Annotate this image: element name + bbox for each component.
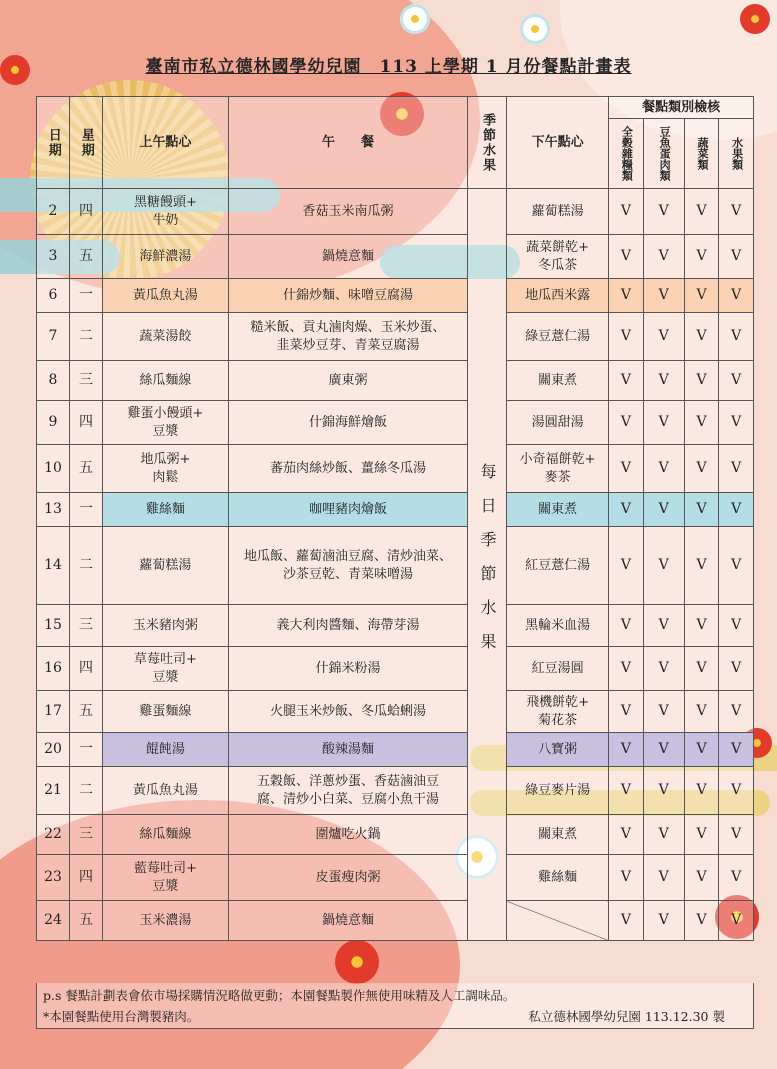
footer-note-1: p.s 餐點計劃表會依市場採購情況略做更動；本園餐點製作無使用味精及人工調味品。	[43, 988, 516, 1003]
lunch-cell: 鍋燒意麵	[228, 901, 467, 941]
morning-snack-cell: 雞蛋麵線	[103, 691, 229, 733]
lunch-cell: 蕃茄肉絲炒飯、薑絲冬瓜湯	[228, 445, 467, 493]
check-mark: V	[643, 647, 684, 691]
weekday-cell: 五	[70, 691, 103, 733]
date-cell: 21	[37, 767, 70, 815]
check-mark: V	[609, 605, 644, 647]
weekday-cell: 四	[70, 647, 103, 691]
morning-snack-cell: 地瓜粥+ 肉鬆	[103, 445, 229, 493]
date-cell: 22	[37, 815, 70, 855]
morning-snack-cell: 雞絲麵	[103, 493, 229, 527]
weekday-cell: 三	[70, 361, 103, 401]
lunch-cell: 什錦海鮮燴飯	[228, 401, 467, 445]
table-row	[37, 445, 754, 493]
weekday-cell: 五	[70, 445, 103, 493]
date-cell: 16	[37, 647, 70, 691]
check-mark: V	[609, 493, 644, 527]
table-row	[37, 733, 754, 767]
check-mark: V	[609, 279, 644, 313]
check-mark: V	[719, 527, 754, 605]
date-cell: 2	[37, 189, 70, 235]
date-cell: 17	[37, 691, 70, 733]
check-mark: V	[719, 733, 754, 767]
flower-icon	[520, 14, 550, 44]
lunch-cell: 五穀飯、洋蔥炒蛋、香菇滷油豆 腐、清炒小白菜、豆腐小魚干湯	[228, 767, 467, 815]
check-mark: V	[643, 313, 684, 361]
date-cell: 3	[37, 235, 70, 279]
check-mark: V	[643, 767, 684, 815]
afternoon-snack-cell: 蔬菜餅乾+ 冬瓜茶	[507, 235, 609, 279]
check-mark: V	[719, 313, 754, 361]
check-mark: V	[719, 855, 754, 901]
meal-rows	[37, 189, 754, 941]
header-morning: 上午點心	[103, 97, 229, 189]
morning-snack-cell: 蘿蔔糕湯	[103, 527, 229, 605]
weekday-cell: 四	[70, 189, 103, 235]
table-row	[37, 901, 754, 941]
check-mark: V	[609, 445, 644, 493]
check-mark: V	[684, 313, 719, 361]
lunch-cell: 酸辣湯麵	[228, 733, 467, 767]
table-row	[37, 493, 754, 527]
date-cell: 20	[37, 733, 70, 767]
check-mark: V	[609, 815, 644, 855]
check-mark: V	[643, 401, 684, 445]
check-mark: V	[643, 189, 684, 235]
check-mark: V	[609, 901, 644, 941]
check-mark: V	[643, 235, 684, 279]
check-mark: V	[643, 493, 684, 527]
afternoon-snack-cell: 黑輪米血湯	[507, 605, 609, 647]
check-mark: V	[643, 527, 684, 605]
afternoon-snack-cell: 關東煮	[507, 493, 609, 527]
lunch-cell: 鍋燒意麵	[228, 235, 467, 279]
lunch-cell: 圍爐吃火鍋	[228, 815, 467, 855]
table-row	[37, 527, 754, 605]
check-mark: V	[609, 313, 644, 361]
check-mark: V	[684, 901, 719, 941]
date-cell: 24	[37, 901, 70, 941]
afternoon-snack-cell: 關東煮	[507, 361, 609, 401]
table-row	[37, 189, 754, 235]
check-mark: V	[719, 647, 754, 691]
check-mark: V	[643, 815, 684, 855]
date-cell: 8	[37, 361, 70, 401]
table-row	[37, 647, 754, 691]
afternoon-snack-cell: 八寶粥	[507, 733, 609, 767]
header-cat-veg: 蔬菜類	[684, 119, 719, 189]
afternoon-snack-cell: 紅豆湯圓	[507, 647, 609, 691]
header-weekday: 星期	[70, 97, 103, 189]
check-mark: V	[719, 493, 754, 527]
table-row	[37, 401, 754, 445]
check-mark: V	[719, 445, 754, 493]
weekday-cell: 五	[70, 235, 103, 279]
check-mark: V	[684, 279, 719, 313]
lunch-cell: 義大利肉醬麵、海帶芽湯	[228, 605, 467, 647]
check-mark: V	[719, 361, 754, 401]
morning-snack-cell: 海鮮濃湯	[103, 235, 229, 279]
afternoon-snack-cell: 綠豆薏仁湯	[507, 313, 609, 361]
afternoon-snack-cell: 飛機餅乾+ 菊花茶	[507, 691, 609, 733]
morning-snack-cell: 藍莓吐司+ 豆漿	[103, 855, 229, 901]
afternoon-snack-cell: 綠豆麥片湯	[507, 767, 609, 815]
check-mark: V	[684, 815, 719, 855]
header-cat-protein: 豆魚蛋肉類	[643, 119, 684, 189]
morning-snack-cell: 黃瓜魚丸湯	[103, 279, 229, 313]
afternoon-snack-cell: 蘿蔔糕湯	[507, 189, 609, 235]
morning-snack-cell: 絲瓜麵線	[103, 815, 229, 855]
check-mark: V	[609, 235, 644, 279]
check-mark: V	[643, 445, 684, 493]
header-season: 季節水果	[468, 97, 507, 189]
date-cell: 10	[37, 445, 70, 493]
afternoon-snack-cell: 紅豆薏仁湯	[507, 527, 609, 605]
date-cell: 9	[37, 401, 70, 445]
afternoon-snack-cell: 地瓜西米露	[507, 279, 609, 313]
check-mark: V	[684, 647, 719, 691]
lunch-cell: 地瓜飯、蘿蔔滷油豆腐、清炒油菜、 沙茶豆乾、青菜味噌湯	[228, 527, 467, 605]
check-mark: V	[684, 401, 719, 445]
check-mark: V	[609, 527, 644, 605]
check-mark: V	[643, 691, 684, 733]
check-mark: V	[719, 815, 754, 855]
lunch-cell: 廣東粥	[228, 361, 467, 401]
header-cat-fruit: 水果類	[719, 119, 754, 189]
check-mark: V	[609, 733, 644, 767]
check-mark: V	[609, 855, 644, 901]
check-mark: V	[719, 901, 754, 941]
header-cat-grain: 全穀雜糧類	[609, 119, 644, 189]
check-mark: V	[684, 235, 719, 279]
table-row	[37, 605, 754, 647]
morning-snack-cell: 玉米濃湯	[103, 901, 229, 941]
season-fruit-cell	[468, 189, 507, 941]
header-afternoon: 下午點心	[507, 97, 609, 189]
morning-snack-cell: 黑糖饅頭+ 牛奶	[103, 189, 229, 235]
check-mark: V	[684, 361, 719, 401]
morning-snack-cell: 雞蛋小饅頭+ 豆漿	[103, 401, 229, 445]
flower-icon	[335, 940, 379, 984]
morning-snack-cell: 黃瓜魚丸湯	[103, 767, 229, 815]
weekday-cell: 四	[70, 401, 103, 445]
check-mark: V	[643, 361, 684, 401]
check-mark: V	[684, 189, 719, 235]
table-row	[37, 361, 754, 401]
check-mark: V	[609, 361, 644, 401]
check-mark: V	[643, 901, 684, 941]
table-row	[37, 279, 754, 313]
check-mark: V	[719, 189, 754, 235]
weekday-cell: 三	[70, 605, 103, 647]
check-mark: V	[684, 691, 719, 733]
morning-snack-cell: 玉米豬肉粥	[103, 605, 229, 647]
weekday-cell: 二	[70, 527, 103, 605]
check-mark: V	[684, 767, 719, 815]
table-row	[37, 855, 754, 901]
lunch-cell: 香菇玉米南瓜粥	[228, 189, 467, 235]
morning-snack-cell: 草莓吐司+ 豆漿	[103, 647, 229, 691]
morning-snack-cell: 蔬菜湯餃	[103, 313, 229, 361]
check-mark: V	[643, 605, 684, 647]
check-mark: V	[684, 445, 719, 493]
date-cell: 15	[37, 605, 70, 647]
morning-snack-cell: 餛飩湯	[103, 733, 229, 767]
date-cell: 6	[37, 279, 70, 313]
lunch-cell: 火腿玉米炒飯、冬瓜蛤蜊湯	[228, 691, 467, 733]
table-row	[37, 815, 754, 855]
weekday-cell: 一	[70, 493, 103, 527]
check-mark: V	[643, 855, 684, 901]
lunch-cell: 什錦炒麵、味噌豆腐湯	[228, 279, 467, 313]
date-cell: 13	[37, 493, 70, 527]
date-cell: 23	[37, 855, 70, 901]
check-mark: V	[719, 691, 754, 733]
afternoon-snack-cell: 湯圓甜湯	[507, 401, 609, 445]
check-mark: V	[684, 493, 719, 527]
footer-note-2: *本園餐點使用台灣製豬肉。	[43, 1009, 200, 1024]
check-mark: V	[719, 767, 754, 815]
lunch-cell: 什錦米粉湯	[228, 647, 467, 691]
lunch-cell: 皮蛋瘦肉粥	[228, 855, 467, 901]
check-mark: V	[609, 767, 644, 815]
afternoon-snack-cell: 小奇福餅乾+ 麥茶	[507, 445, 609, 493]
date-cell: 7	[37, 313, 70, 361]
check-mark: V	[684, 605, 719, 647]
lunch-cell: 糙米飯、貢丸滷肉燥、玉米炒蛋、 韭菜炒豆芽、青菜豆腐湯	[228, 313, 467, 361]
weekday-cell: 二	[70, 313, 103, 361]
check-mark: V	[609, 691, 644, 733]
check-mark: V	[684, 733, 719, 767]
table-row	[37, 313, 754, 361]
check-mark: V	[609, 401, 644, 445]
morning-snack-cell: 絲瓜麵線	[103, 361, 229, 401]
meal-plan-table	[36, 96, 754, 941]
header-date: 日期	[37, 97, 70, 189]
check-mark: V	[643, 733, 684, 767]
table-row	[37, 235, 754, 279]
table-row	[37, 691, 754, 733]
check-mark: V	[684, 855, 719, 901]
check-mark: V	[609, 189, 644, 235]
check-mark: V	[643, 279, 684, 313]
header-lunch: 午 餐	[228, 97, 467, 189]
check-mark: V	[719, 401, 754, 445]
afternoon-snack-cell: 雞絲麵	[507, 855, 609, 901]
page-title: 臺南市私立德林國學幼兒園 113 上學期 1 月份餐點計畫表	[145, 57, 632, 77]
check-mark: V	[719, 235, 754, 279]
check-mark: V	[719, 279, 754, 313]
season-fruit-text: 每日季節水果	[477, 462, 497, 667]
flower-icon	[740, 4, 770, 34]
weekday-cell: 一	[70, 279, 103, 313]
lunch-cell: 咖哩豬肉燴飯	[228, 493, 467, 527]
check-mark: V	[609, 647, 644, 691]
afternoon-snack-cell: 關東煮	[507, 815, 609, 855]
check-mark: V	[684, 527, 719, 605]
table-row	[37, 767, 754, 815]
footer-signature: 私立德林國學幼兒園 113.12.30 製	[528, 1009, 725, 1024]
date-cell: 14	[37, 527, 70, 605]
flower-icon	[400, 4, 430, 34]
footer-notes	[36, 983, 754, 1029]
check-mark: V	[719, 605, 754, 647]
weekday-cell: 三	[70, 815, 103, 855]
weekday-cell: 四	[70, 855, 103, 901]
weekday-cell: 一	[70, 733, 103, 767]
header-check: 餐點類別檢核	[609, 97, 754, 119]
afternoon-snack-cell	[507, 901, 609, 941]
weekday-cell: 二	[70, 767, 103, 815]
weekday-cell: 五	[70, 901, 103, 941]
